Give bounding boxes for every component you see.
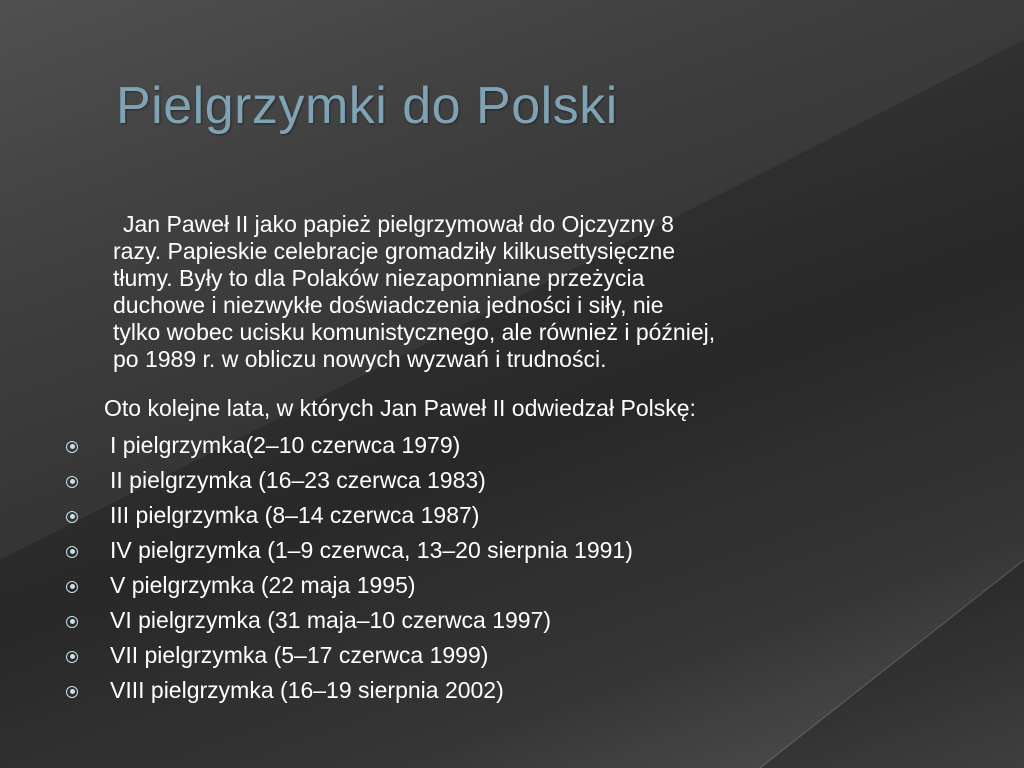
circle-bullet-icon <box>66 546 78 558</box>
circle-bullet-icon <box>66 476 78 488</box>
list-item <box>66 428 633 463</box>
pilgrimage-label: I pielgrzymka(2–10 czerwca 1979) <box>110 432 461 458</box>
circle-bullet-icon <box>66 686 78 698</box>
intro-line: po 1989 r. w obliczu nowych wyzwań i trudności. <box>113 346 607 372</box>
circle-bullet-icon <box>66 651 78 663</box>
intro-paragraph <box>113 211 983 373</box>
list-lead-text: Oto kolejne lata, w których Jan Paweł II odwiedzał Polskę: <box>104 395 696 421</box>
list-item <box>66 533 633 568</box>
pilgrimage-label: IV pielgrzymka (1–9 czerwca, 13–20 sierpnia 1991) <box>110 537 633 563</box>
intro-line: razy. Papieskie celebracje gromadziły kilkusettysięczne <box>113 238 676 264</box>
pilgrimage-label: VII pielgrzymka (5–17 czerwca 1999) <box>110 642 489 668</box>
pilgrimage-label: VIII pielgrzymka (16–19 sierpnia 2002) <box>110 677 504 703</box>
pilgrimage-label: III pielgrzymka (8–14 czerwca 1987) <box>110 502 480 528</box>
circle-bullet-icon <box>66 616 78 628</box>
circle-bullet-icon <box>66 511 78 523</box>
circle-bullet-icon <box>66 581 78 593</box>
pilgrimage-label: VI pielgrzymka (31 maja–10 czerwca 1997) <box>110 607 552 633</box>
list-item <box>66 638 633 673</box>
pilgrimage-label: V pielgrzymka (22 maja 1995) <box>110 572 416 598</box>
intro-line: tylko wobec ucisku komunistycznego, ale również i później, <box>113 319 716 345</box>
intro-line: duchowe i niezwykłe doświadczenia jedności i siły, nie <box>113 292 664 318</box>
pilgrimage-list <box>66 428 633 708</box>
list-item <box>66 673 633 708</box>
list-item <box>66 603 633 638</box>
pilgrimage-label: II pielgrzymka (16–23 czerwca 1983) <box>110 467 486 493</box>
intro-line: Jan Paweł II jako papież pielgrzymował do Ojczyzny 8 <box>123 211 674 237</box>
list-item <box>66 463 633 498</box>
intro-line: tłumy. Były to dla Polaków niezapomniane przeżycia <box>113 265 645 291</box>
slide-title: Pielgrzymki do Polski <box>116 77 618 135</box>
list-item <box>66 568 633 603</box>
list-item <box>66 498 633 533</box>
circle-bullet-icon <box>66 441 78 453</box>
